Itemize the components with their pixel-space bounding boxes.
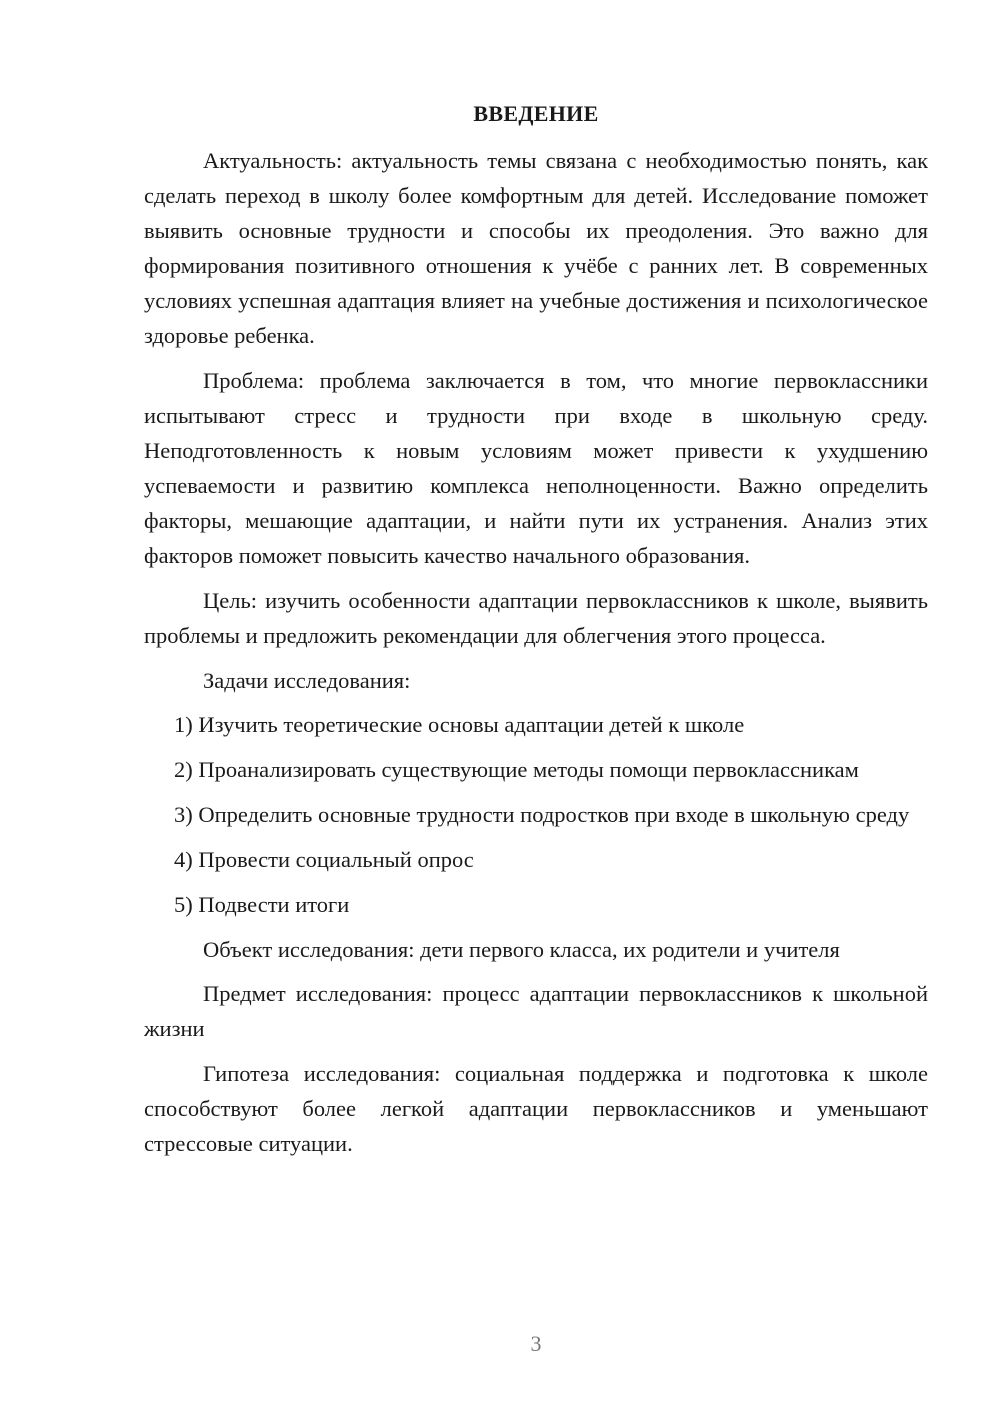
tasks-heading: Задачи исследования: xyxy=(203,668,411,693)
paragraph-subject: Предмет исследования: процесс адаптации первоклассников к школьной жизни xyxy=(144,981,928,1041)
task-item-3: 3) Определить основные трудности подростков при входе в школьную среду xyxy=(174,802,910,827)
task-item-2: 2) Проанализировать существующие методы помощи первоклассникам xyxy=(174,757,859,782)
page-content xyxy=(144,96,928,1171)
page-number: 3 xyxy=(530,1331,542,1356)
paragraph-relevance: Актуальность: актуальность темы связана с необходимостью понять, как сделать переход в школу более комфортным для детей. Исследование поможет выявить основные трудности и способы их преодоления. Это важно для формирования позитивного отношения к учёбе с ранних лет. В современных условиях успешная адаптация влияет на учебные достижения и психологическое здоровье ребенка. xyxy=(144,148,928,348)
paragraph-object: Объект исследования: дети первого класса, их родители и учителя xyxy=(203,937,840,962)
task-item-1: 1) Изучить теоретические основы адаптации детей к школе xyxy=(174,712,745,737)
paragraph-problem: Проблема: проблема заключается в том, что многие первоклассники испытывают стресс и трудности при входе в школьную среду. Неподготовленность к новым условиям может привести к ухудшению успеваемости и развитию комплекса неполноценности. Важно определить факторы, мешающие адаптации, и найти пути их устранения. Анализ этих факторов поможет повысить качество начального образования. xyxy=(144,368,928,568)
page-title: ВВЕДЕНИЕ xyxy=(473,101,599,126)
task-item-5: 5) Подвести итоги xyxy=(174,892,350,917)
task-item-4: 4) Провести социальный опрос xyxy=(174,847,474,872)
paragraph-hypothesis: Гипотеза исследования: социальная поддержка и подготовка к школе способствуют более легкой адаптации первоклассников и уменьшают стрессовые ситуации. xyxy=(144,1061,928,1156)
paragraph-goal: Цель: изучить особенности адаптации первоклассников к школе, выявить проблемы и предложить рекомендации для облегчения этого процесса. xyxy=(144,588,928,648)
